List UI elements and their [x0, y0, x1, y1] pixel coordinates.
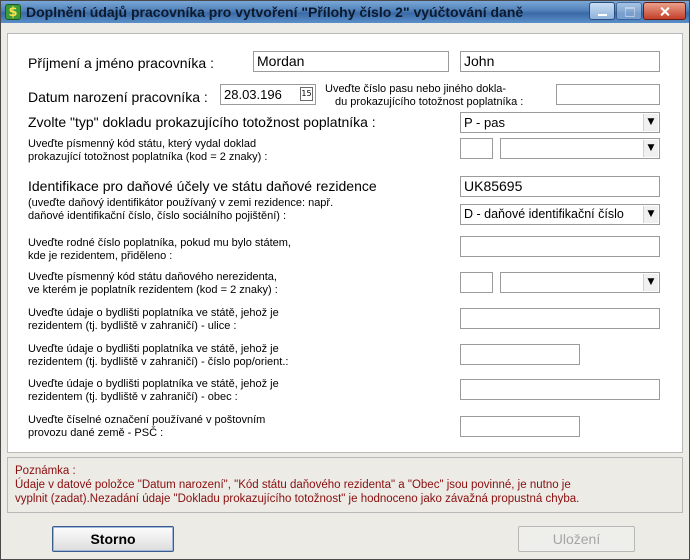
taxid-type-select[interactable] — [460, 204, 660, 225]
birth-number-input[interactable] — [460, 236, 660, 257]
app-dollar-icon: $ — [5, 4, 21, 20]
zip-label-2: provozu dané země - PSČ : — [28, 427, 164, 439]
issuer-country-select[interactable] — [500, 138, 660, 159]
chevron-down-icon: ▼ — [643, 140, 658, 157]
doc-type-select[interactable] — [460, 112, 660, 133]
surname-input[interactable]: Mordan — [253, 51, 449, 72]
issuer-label-1: Uveďte písmenný kód státu, který vydal doklad — [28, 138, 257, 150]
passport-number-input[interactable] — [556, 84, 660, 105]
nonres-label-2: ve kterém je poplatník rezidentem (kod = 2 znaky) : — [28, 284, 278, 296]
passport-label-1: Uveďte číslo pasu nebo jiného dokla- — [325, 83, 507, 95]
note-box — [7, 457, 683, 513]
passport-label-2: du prokazujícího totožnost poplatníka : — [335, 96, 524, 108]
birth-date-value: 28.03.196 — [224, 87, 282, 102]
birthno-label-1: Uveďte rodné číslo poplatníka, pokud mu bylo státem, — [28, 237, 291, 249]
zip-input[interactable] — [460, 416, 580, 437]
city-input[interactable] — [460, 379, 660, 400]
chevron-down-icon: ▼ — [643, 274, 658, 291]
birthno-label-2: kde je rezidentem, přiděleno : — [28, 250, 173, 262]
city-label-2: rezidentem (tj. bydliště v zahraničí) - obec : — [28, 391, 238, 403]
cancel-button[interactable]: Storno — [52, 526, 174, 552]
note-title: Poznámka : — [15, 465, 76, 477]
doc-type-value: P - pas — [464, 115, 505, 130]
calendar-icon[interactable]: 15 — [300, 87, 313, 101]
taxid-label-1: (uveďte daňový identifikátor používaný v zemi rezidence: např. — [28, 197, 334, 209]
taxid-type-value: D - daňové identifikační číslo — [464, 207, 624, 221]
street-input[interactable] — [460, 308, 660, 329]
taxid-label-2: daňové identifikační číslo, číslo sociálního pojištění) : — [28, 210, 287, 222]
note-line-2: vyplnit (zadat).Nezadání údaje "Dokladu prokazujícího totožnost" je hodnoceno jako závažná propustná chyba. — [15, 493, 580, 505]
birth-date-input[interactable] — [220, 84, 316, 105]
form-panel — [7, 33, 683, 453]
issuer-label-2: prokazující totožnost poplatníka (kod = 2 znaky) : — [28, 151, 268, 163]
save-button[interactable]: Uložení — [518, 526, 635, 552]
birth-date-label: Datum narození pracovníka : — [28, 89, 208, 105]
note-line-1: Údaje v datové položce "Datum narození", "Kód státu daňového rezidenta" a "Obec" jsou povinné, je nutno je — [15, 479, 571, 491]
taxid-title: Identifikace pro daňové účely ve státu daňové rezidence — [28, 178, 377, 194]
street-label-1: Uveďte údaje o bydlišti poplatníka ve státě, jehož je — [28, 307, 279, 319]
doc-type-label: Zvolte "typ" dokladu prokazujícího totožnost poplatníka : — [28, 114, 376, 130]
chevron-down-icon: ▼ — [643, 114, 658, 131]
issuer-code-input[interactable] — [460, 138, 493, 159]
zip-label-1: Uveďte číselné označení používané v poštovním — [28, 414, 266, 426]
nonres-code-input[interactable] — [460, 272, 493, 293]
nonres-label-1: Uveďte písmenný kód státu daňového nerezidenta, — [28, 271, 277, 283]
houseno-label-2: rezidentem (tj. bydliště v zahraničí) - číslo pop/orient.: — [28, 356, 289, 368]
close-button[interactable] — [643, 2, 686, 20]
name-label: Příjmení a jméno pracovníka : — [28, 55, 214, 71]
houseno-label-1: Uveďte údaje o bydlišti poplatníka ve státě, jehož je — [28, 343, 279, 355]
window-title: Doplnění údajů pracovníka pro vytvoření "Přílohy číslo 2" vyúčtování daně — [26, 4, 524, 20]
taxid-input[interactable]: UK85695 — [460, 176, 660, 197]
nonres-country-select[interactable] — [500, 272, 660, 293]
firstname-input[interactable]: John — [460, 51, 660, 72]
chevron-down-icon: ▼ — [643, 206, 658, 223]
street-label-2: rezidentem (tj. bydliště v zahraničí) - ulice : — [28, 320, 237, 332]
minimize-button[interactable] — [589, 2, 615, 20]
city-label-1: Uveďte údaje o bydlišti poplatníka ve státě, jehož je — [28, 378, 279, 390]
house-number-input[interactable] — [460, 344, 580, 365]
maximize-button[interactable] — [616, 2, 642, 20]
title-bar — [1, 1, 689, 23]
